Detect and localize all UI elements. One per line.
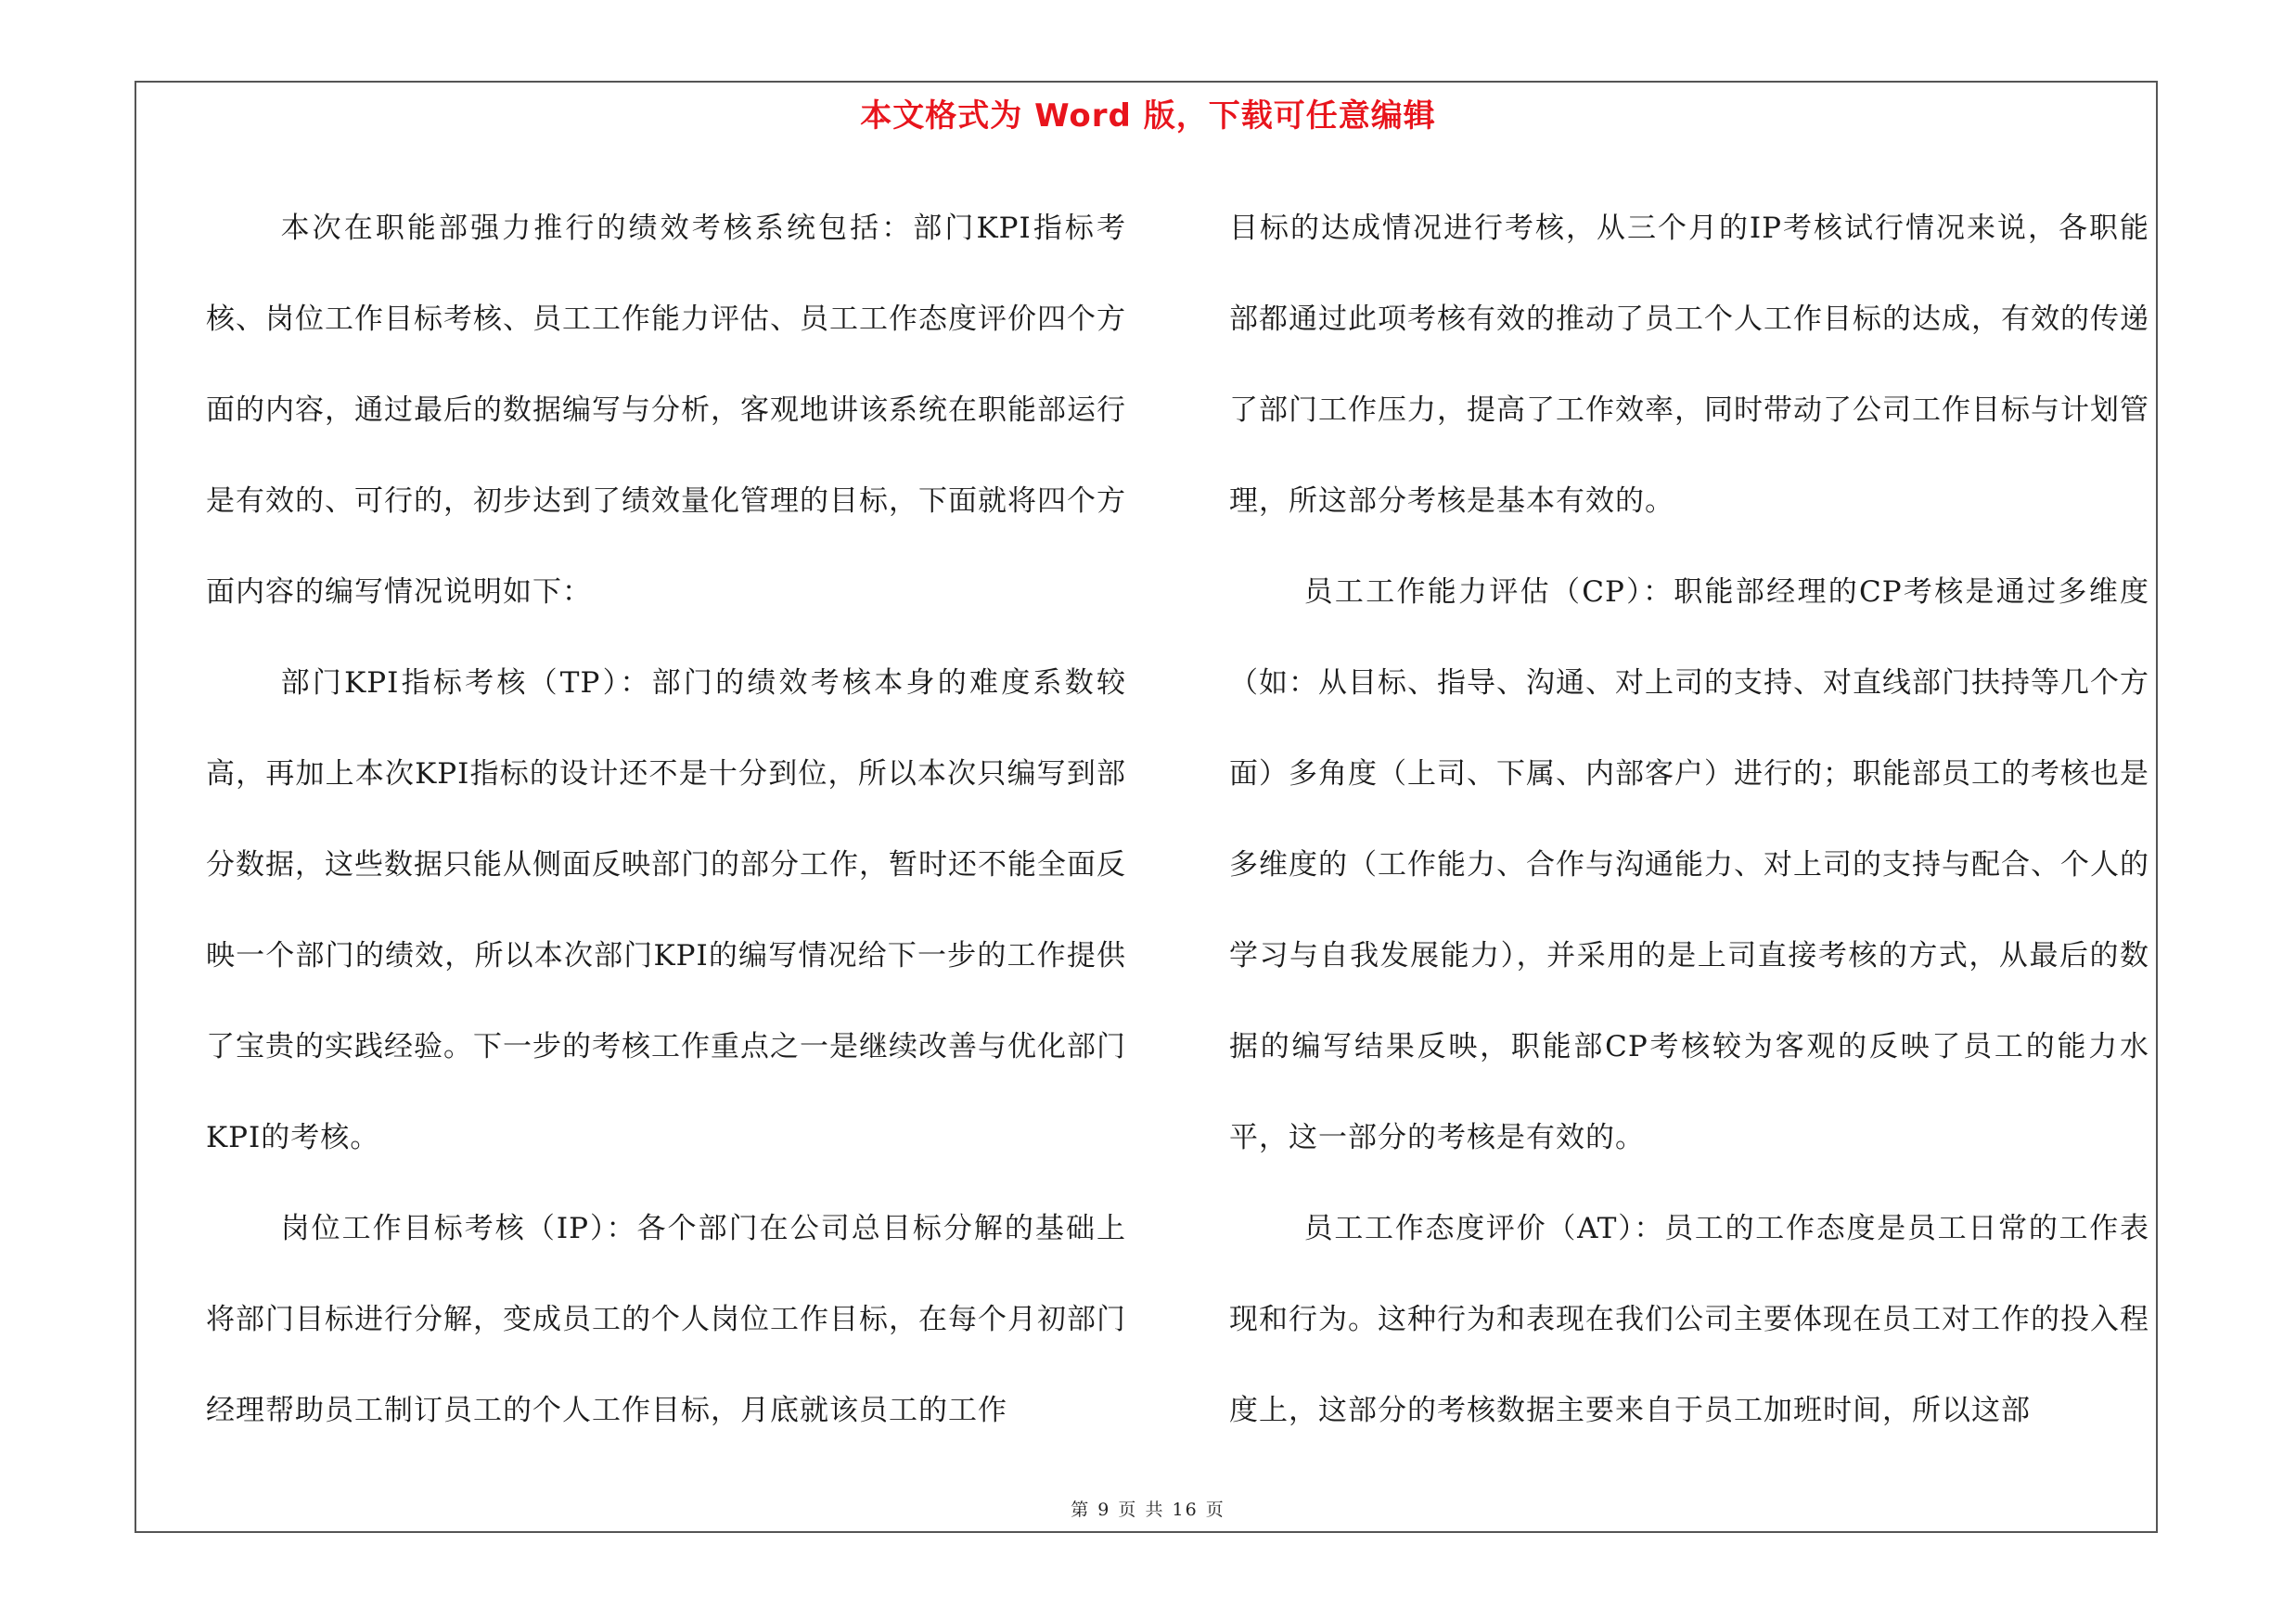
right-text-column: [1229, 183, 2149, 1456]
paragraph-intro: 本次在职能部强力推行的绩效考核系统包括：部门KPI指标考核、岗位工作目标考核、员工工作能力评估、员工工作态度评价四个方面的内容，通过最后的数据编写与分析，客观地讲该系统在职能部运行是有效的、可行的，初步达到了绩效量化管理的目标，下面就将四个方面内容的编写情况说明如下：: [206, 212, 1126, 609]
paragraph-ip-continued: 目标的达成情况进行考核，从三个月的IP考核试行情况来说，各职能部都通过此项考核有效的推动了员工个人工作目标的达成，有效的传递了部门工作压力，提高了工作效率，同时带动了公司工作目标与计划管理，所这部分考核是基本有效的。: [1229, 212, 2149, 518]
page-number-footer: 第 9 页 共 16 页: [1071, 1500, 1225, 1520]
paragraph-at-assessment: 员工工作态度评价（AT）：员工的工作态度是员工日常的工作表现和行为。这种行为和表现在我们公司主要体现在员工对工作的投入程度上，这部分的考核数据主要来自于员工加班时间，所以这部: [1229, 1212, 2149, 1427]
paragraph-cp-assessment: 员工工作能力评估（CP）：职能部经理的CP考核是通过多维度（如：从目标、指导、沟通、对上司的支持、对直线部门扶持等几个方面）多角度（上司、下属、内部客户）进行的；职能部员工的考核也是多维度的（工作能力、合作与沟通能力、对上司的支持与配合、个人的学习与自我发展能力），并采用的是上司直接考核的方式，从最后的数据的编写结果反映，职能部CP考核较为客观的反映了员工的能力水平，这一部分的考核是有效的。: [1229, 575, 2149, 1154]
paragraph-kpi-assessment: 部门KPI指标考核（TP）：部门的绩效考核本身的难度系数较高，再加上本次KPI指标的设计还不是十分到位，所以本次只编写到部分数据，这些数据只能从侧面反映部门的部分工作，暂时还不能全面反映一个部门的绩效，所以本次部门KPI的编写情况给下一步的工作提供了宝贵的实践经验。下一步的考核工作重点之一是继续改善与优化部门KPI的考核。: [206, 666, 1126, 1154]
left-text-column: [206, 183, 1126, 1456]
paragraph-ip-assessment: 岗位工作目标考核（IP）：各个部门在公司总目标分解的基础上将部门目标进行分解，变成员工的个人岗位工作目标，在每个月初部门经理帮助员工制订员工的个人工作目标，月底就该员工的工作: [206, 1212, 1126, 1427]
format-notice-banner: 本文格式为 Word 版，下载可任意编辑: [860, 97, 1436, 135]
